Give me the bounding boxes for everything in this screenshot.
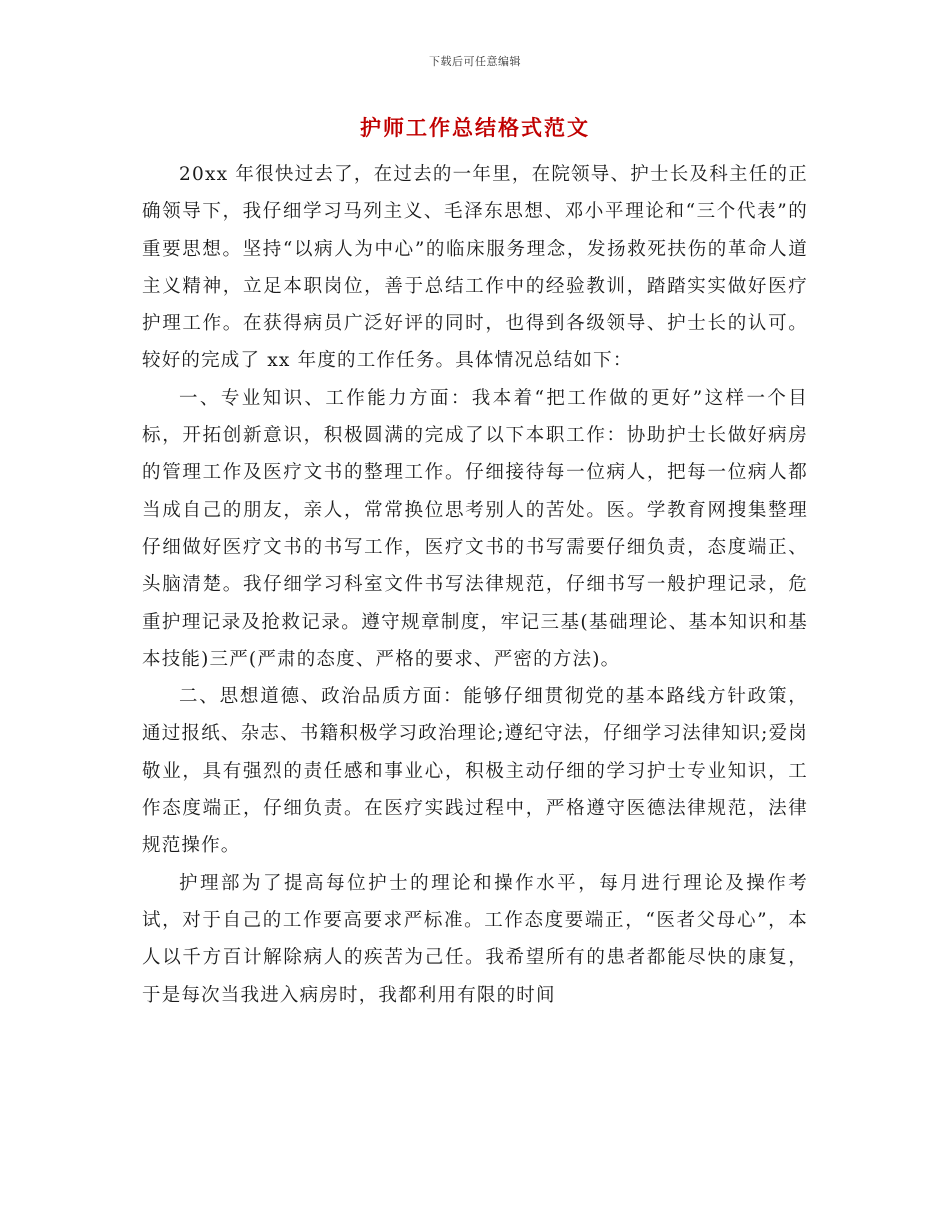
document-body (142, 156, 808, 1014)
paragraph-intro: 20xx 年很快过去了，在过去的一年里，在院领导、护士长及科主任的正确领导下，我仔细学习马列主义、毛泽东思想、邓小平理论和“三个代表”的重要思想。坚持“以病人为中心”的临床服务理念，发扬救死扶伤的革命人道主义精神，立足本职岗位，善于总结工作中的经验教训，踏踏实实做好医疗护理工作。在获得病员广泛好评的同时，也得到各级领导、护士长的认可。较好的完成了 xx 年度的工作任务。具体情况总结如下： (142, 164, 808, 372)
paragraph-nursing-department: 护理部为了提高每位护士的理论和操作水平，每月进行理论及操作考试，对于自己的工作要高要求严标准。工作态度要端正，“医者父母心”，本人以千方百计解除病人的疾苦为己任。我希望所有的患者都能尽快的康复，于是每次当我进入病房时，我都利用有限的时间 (142, 872, 808, 1006)
header-note: 下载后可任意编辑 (429, 55, 521, 68)
paragraph-professional-skills: 一、专业知识、工作能力方面：我本着“把工作做的更好”这样一个目标，开拓创新意识，积极圆满的完成了以下本职工作：协助护士长做好病房的管理工作及医疗文书的整理工作。仔细接待每一位病人，把每一位病人都当成自己的朋友，亲人，常常换位思考别人的苦处。医。学教育网搜集整理仔细做好医疗文书的书写工作，医疗文书的书写需要仔细负责，态度端正、头脑清楚。我仔细学习科室文件书写法律规范，仔细书写一般护理记录，危重护理记录及抢救记录。遵守规章制度，牢记三基(基础理论、基本知识和基本技能)三严(严肃的态度、严格的要求、严密的方法)。 (142, 387, 808, 670)
document-title: 护师工作总结格式范文 (360, 115, 590, 140)
paragraph-ideology-ethics: 二、思想道德、政治品质方面：能够仔细贯彻党的基本路线方针政策，通过报纸、杂志、书籍积极学习政治理论;遵纪守法，仔细学习法律知识;爱岗敬业，具有强烈的责任感和事业心，积极主动仔细的学习护士专业知识，工作态度端正，仔细负责。在医疗实践过程中，严格遵守医德法律规范，法律规范操作。 (142, 686, 808, 857)
